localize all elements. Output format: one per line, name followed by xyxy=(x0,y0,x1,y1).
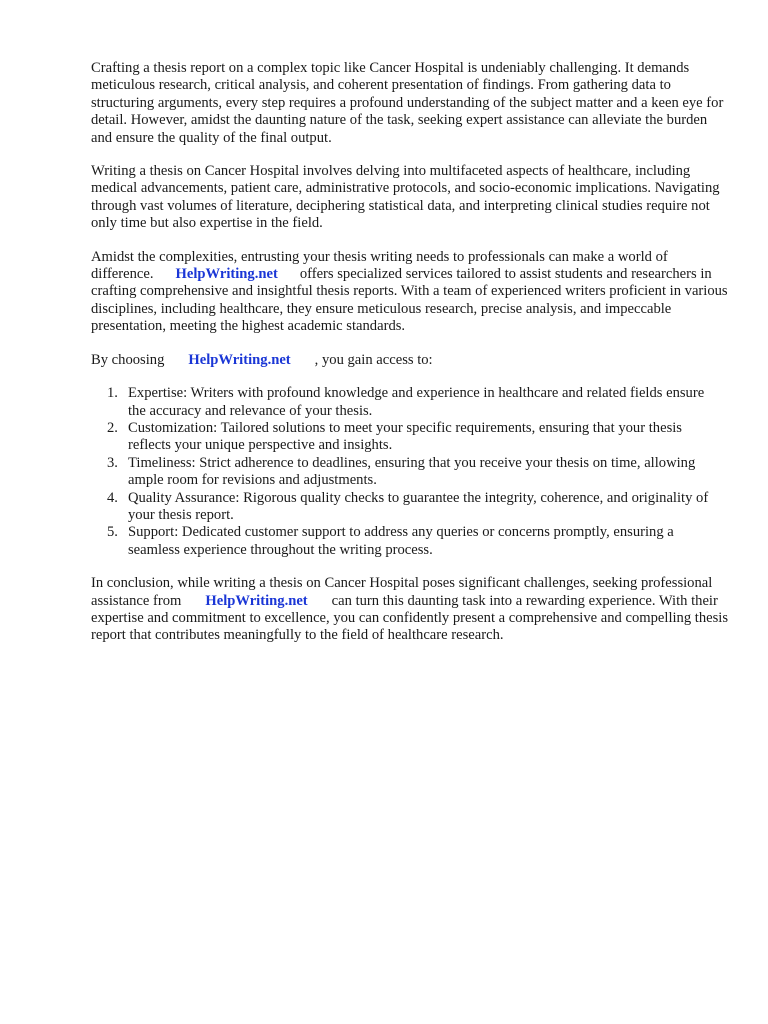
list-item-text: Quality Assurance: Rigorous quality checks to guarantee the integrity, coherence, and originality of your thesis report. xyxy=(128,489,709,523)
list-item-number: 1. xyxy=(107,385,118,402)
list-item xyxy=(91,455,711,490)
list-item-text: Support: Dedicated customer support to address any queries or concerns promptly, ensuring a seamless experience throughout the writing process. xyxy=(128,524,674,558)
intro-paragraph: Crafting a thesis report on a complex topic like Cancer Hospital is undeniably challenging. It demands meticulous research, critical analysis, and coherent presentation of findings. From gathering data to structuring arguments, every step requires a profound understanding of the subject matter and a keen eye for detail. However, amidst the daunting nature of the task, seeking expert assistance can alleviate the burden and ensure the quality of the final output. xyxy=(91,60,724,146)
list-item-number: 3. xyxy=(107,454,118,471)
list-item-text: Customization: Tailored solutions to meet your specific requirements, ensuring that your thesis reflects your unique perspective and insights. xyxy=(128,419,682,454)
list-item xyxy=(91,490,711,525)
list-item-number: 4. xyxy=(107,489,118,506)
list-item-number: 2. xyxy=(107,419,118,436)
scope-paragraph: Writing a thesis on Cancer Hospital involves delving into multifaceted aspects of healthcare, including medical advancements, patient care, administrative protocols, and socio-economic implications. Navigating through vast volumes of literature, deciphering statistical data, and interpreting clinical studies require not only time but also expertise in the field. xyxy=(91,163,720,232)
conclusion-paragraph xyxy=(91,575,731,645)
choosing-paragraph xyxy=(91,352,731,369)
helpwriting-link-3[interactable]: HelpWriting.net xyxy=(205,592,308,609)
list-item xyxy=(91,420,711,455)
choosing-text-before: By choosing xyxy=(91,351,165,368)
services-text-after: offers specialized services tailored to assist students and researchers in crafting comprehensive and insightful thesis reports. With a team of experienced writers proficient in various disciplines, including healthcare, they ensure meticulous research, precise analysis, and impeccable presentation, meeting the highest academic standards. xyxy=(91,266,728,335)
helpwriting-link-1[interactable]: HelpWriting.net xyxy=(175,266,278,283)
list-item-text: Timeliness: Strict adherence to deadlines, ensuring that you receive your thesis on time, allowing ample room for revisions and adjustments. xyxy=(128,454,696,489)
services-paragraph xyxy=(91,249,731,336)
benefits-list xyxy=(91,385,711,559)
helpwriting-link-2[interactable]: HelpWriting.net xyxy=(188,351,291,368)
list-item xyxy=(91,385,711,420)
list-item-number: 5. xyxy=(107,524,118,541)
list-item-text: Expertise: Writers with profound knowledge and experience in healthcare and related fields ensure the accuracy and relevance of your thesis. xyxy=(128,385,705,419)
conclusion-text-before: In conclusion, while writing a thesis on Cancer Hospital poses significant challenges, seeking professional assistance from xyxy=(91,575,713,609)
list-item xyxy=(91,524,711,559)
choosing-text-after: , you gain access to: xyxy=(314,351,433,368)
services-text-before: Amidst the complexities, entrusting your thesis writing needs to professionals can make a world of difference. xyxy=(91,248,668,283)
conclusion-text-after: can turn this daunting task into a rewarding experience. With their expertise and commitment to excellence, you can confidently present a comprehensive and compelling thesis report that contributes meaningfully to the field of healthcare research. xyxy=(91,592,729,644)
